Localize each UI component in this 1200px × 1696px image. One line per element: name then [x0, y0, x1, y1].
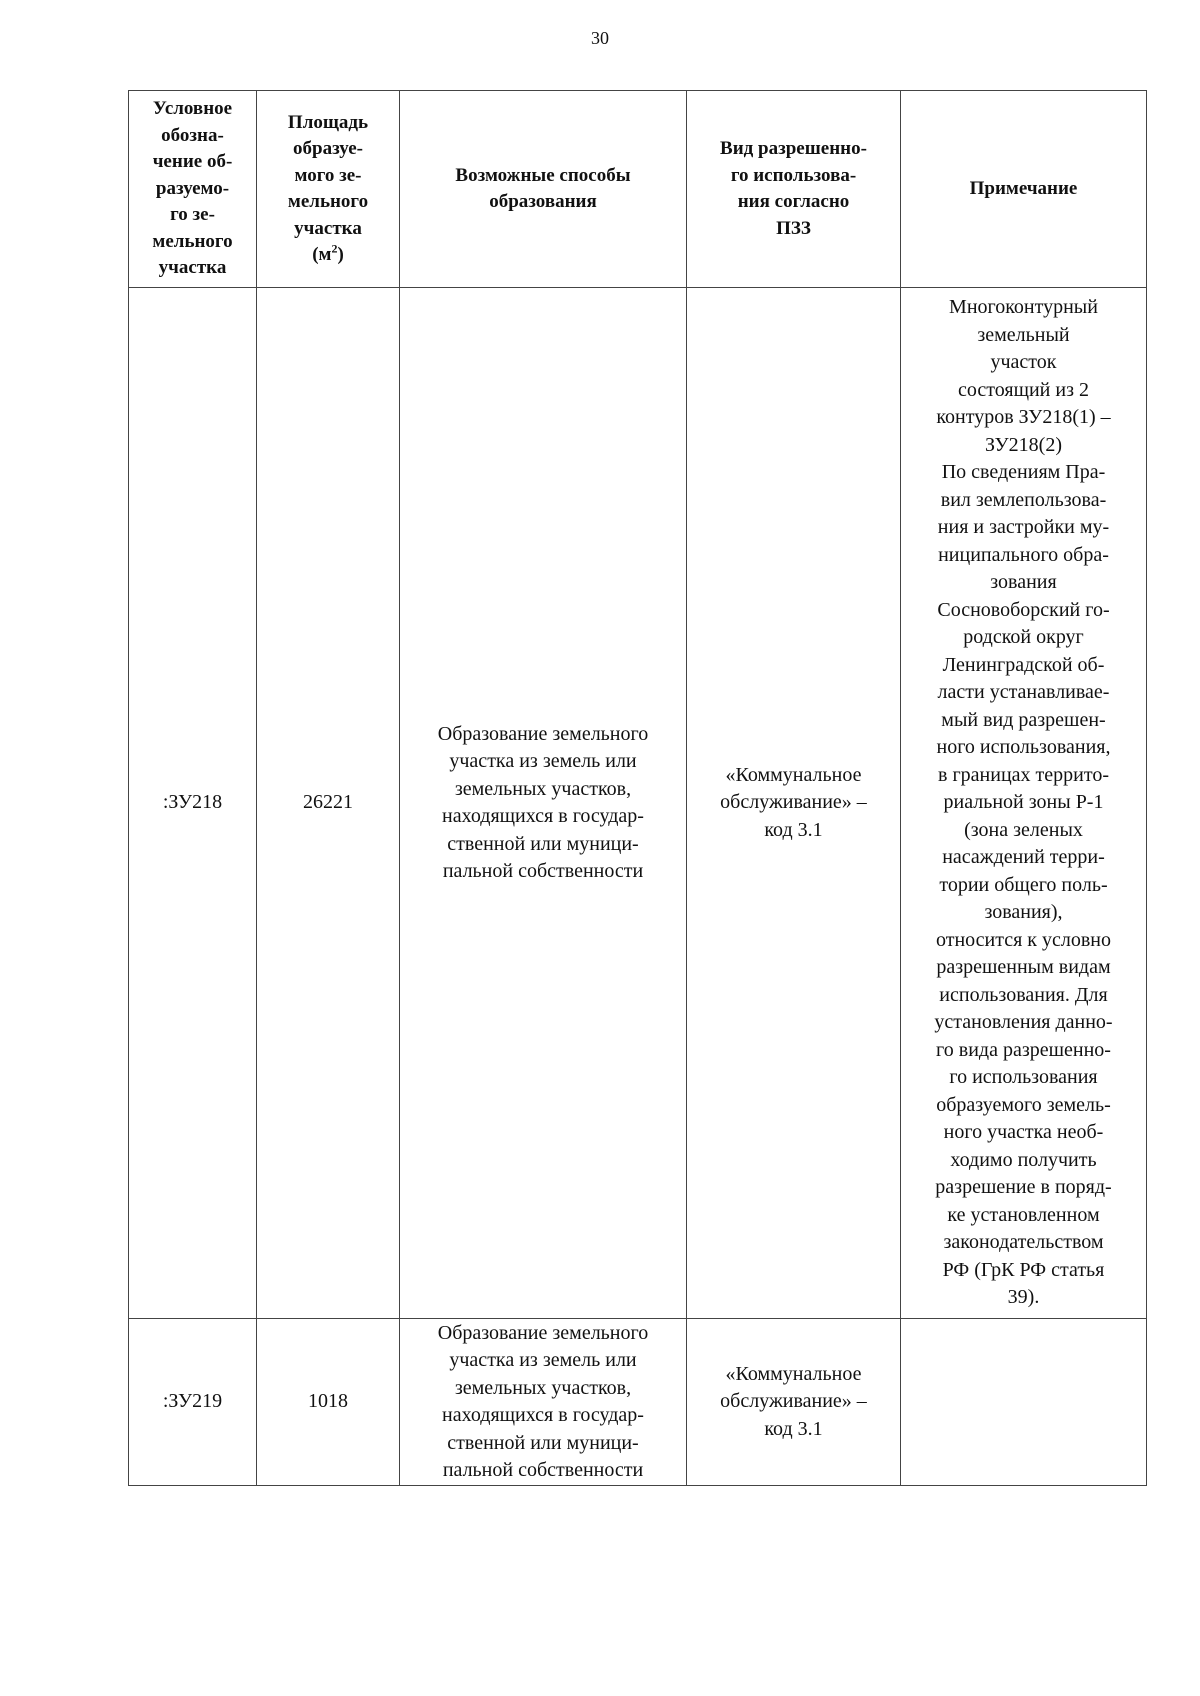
cell-designation: :ЗУ219	[129, 1319, 257, 1486]
header-area	[257, 91, 400, 288]
header-methods: Возможные способы образования	[400, 91, 687, 288]
header-area-close: )	[337, 244, 344, 265]
cell-area: 1018	[257, 1319, 400, 1486]
page-number: 30	[591, 28, 609, 48]
table-row	[129, 288, 1147, 1319]
cell-method: Образование земельного участка из земель или земельных участков, находящихся в государ- ственной или муници- пальной собственности	[400, 1319, 687, 1486]
cell-note	[901, 1319, 1147, 1486]
table-header-row	[129, 91, 1147, 288]
cell-method: Образование земельного участка из земель или земельных участков, находящихся в государ- ственной или муници- пальной собственности	[400, 288, 687, 1319]
cell-permitted-use: «Коммунальное обслуживание» – код 3.1	[687, 1319, 901, 1486]
cell-designation: :ЗУ218	[129, 288, 257, 1319]
header-permitted-use: Вид разрешенно- го использова- ния согласно ПЗЗ	[687, 91, 901, 288]
cell-note: Многоконтурный земельный участок состоящий из 2 контуров ЗУ218(1) – ЗУ218(2) По сведениям Пра- вил землепользова- ния и застройки му- ниципального обра- зования Сосновоборский го- родской округ Ленинградской об- ласти устанавливае- мый вид разрешен- ного использования, в границах террито- риальной зоны Р-1 (зона зеленых насаждений терри- тории общего поль- зования), относится к условно разрешенным видам использования. Для установления данно- го вида разрешенно- го использования образуемого земель- ного участка необ- ходимо получить разрешение в поряд- ке установленном законодательством РФ (ГрК РФ статья 39).	[901, 288, 1147, 1319]
header-designation: Условное обозна- чение об- разуемо- го зе- мельного участка	[129, 91, 257, 288]
table-row	[129, 1319, 1147, 1486]
header-area-label: Площадь образуе- мого зе- мельного участка (м	[287, 111, 369, 265]
cell-permitted-use: «Коммунальное обслуживание» – код 3.1	[687, 288, 901, 1319]
header-area-unit-sup: 2	[331, 241, 338, 256]
header-note: Примечание	[901, 91, 1147, 288]
land-plot-table	[128, 90, 1147, 1486]
cell-area: 26221	[257, 288, 400, 1319]
